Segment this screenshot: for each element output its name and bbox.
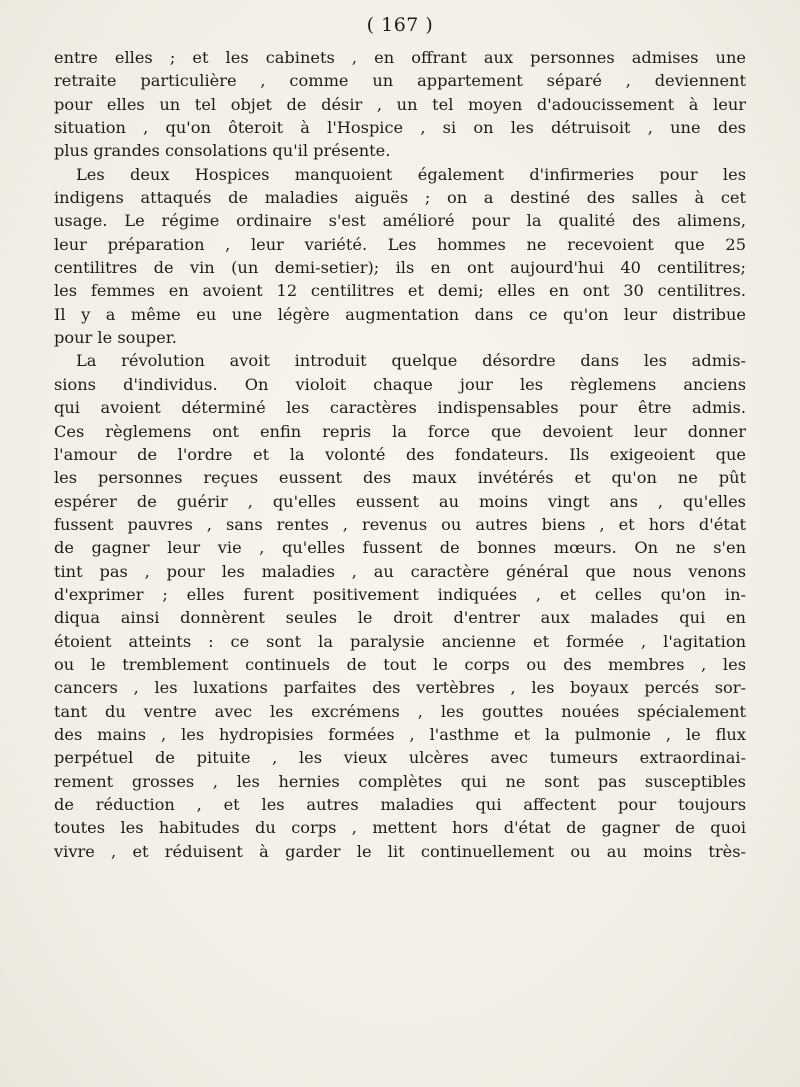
text-line: les personnes reçues eussent des maux invétérés et qu'on ne pût <box>54 468 746 488</box>
text-line: les femmes en avoient 12 centilitres et demi; elles en ont 30 centilitres. <box>54 281 746 301</box>
text-line: tint pas , pour les maladies , au caractère général que nous venons <box>54 561 746 581</box>
text-line: pour le souper. <box>54 328 177 348</box>
text-line: étoient atteints : ce sont la paralysie ancienne et formée , l'agitation <box>54 631 746 651</box>
text-line: rement grosses , les hernies complètes qui ne sont pas susceptibles <box>54 771 746 791</box>
text-line: des mains , les hydropisies formées , l'asthme et la pulmonie , le flux <box>54 724 746 744</box>
text-line: sions d'individus. On violoit chaque jour les règlemens anciens <box>54 374 746 394</box>
text-line: cancers , les luxations parfaites des vertèbres , les boyaux percés sor- <box>54 678 746 698</box>
text-line: entre elles ; et les cabinets , en offrant aux personnes admises une <box>54 48 746 67</box>
text-line: tant du ventre avec les excrémens , les gouttes nouées spécialement <box>54 701 746 721</box>
text-line: indigens attaqués de maladies aiguës ; on a destiné des salles à cet <box>54 188 746 208</box>
text-line: perpétuel de pituite , les vieux ulcères avec tumeurs extraordinai- <box>54 748 746 768</box>
text-line: de gagner leur vie , qu'elles fussent de bonnes mœurs. On ne s'en <box>54 538 746 558</box>
page-number: ( 167 ) <box>366 14 434 36</box>
text-line: situation , qu'on ôteroit à l'Hospice , si on les détruisoit , une des <box>54 118 746 138</box>
text-line: ou le tremblement continuels de tout le corps ou des membres , les <box>54 654 746 674</box>
paragraph <box>54 46 746 163</box>
text-line: plus grandes consolations qu'il présente. <box>54 141 391 161</box>
text-line: centilitres de vin (un demi-setier); ils en ont aujourd'hui 40 centilitres; <box>54 258 746 278</box>
text-line: leur préparation , leur variété. Les hommes ne recevoient que 25 <box>54 234 746 254</box>
body-text <box>54 46 746 863</box>
text-line: l'amour de l'ordre et la volonté des fondateurs. Ils exigeoient que <box>54 444 746 464</box>
text-line: toutes les habitudes du corps , mettent hors d'état de gagner de quoi <box>54 818 746 838</box>
text-line: vivre , et réduisent à garder le lit continuellement ou au moins très- <box>54 841 746 861</box>
text-line: diqua ainsi donnèrent seules le droit d'entrer aux malades qui en <box>54 608 746 628</box>
text-line: fussent pauvres , sans rentes , revenus ou autres biens , et hors d'état <box>54 514 746 534</box>
text-line: La révolution avoit introduit quelque désordre dans les admis- <box>76 351 746 371</box>
text-line: pour elles un tel objet de désir , un tel moyen d'adoucissement à leur <box>54 94 746 114</box>
text-line: Ces règlemens ont enfin repris la force que devoient leur donner <box>54 421 746 441</box>
paragraph <box>54 349 746 863</box>
text-line: qui avoient déterminé les caractères indispensables pour être admis. <box>54 398 746 418</box>
text-line: d'exprimer ; elles furent positivement indiquées , et celles qu'on in- <box>54 584 746 604</box>
text-line: usage. Le régime ordinaire s'est amélioré pour la qualité des alimens, <box>54 211 746 231</box>
text-line: Il y a même eu une légère augmentation dans ce qu'on leur distribue <box>54 304 746 324</box>
text-line: de réduction , et les autres maladies qui affectent pour toujours <box>54 795 746 814</box>
text-line: retraite particulière , comme un appartement séparé , deviennent <box>54 71 746 91</box>
text-line: espérer de guérir , qu'elles eussent au moins vingt ans , qu'elles <box>54 491 746 511</box>
paragraph <box>54 163 746 350</box>
text-line: Les deux Hospices manquoient également d'infirmeries pour les <box>76 164 746 184</box>
